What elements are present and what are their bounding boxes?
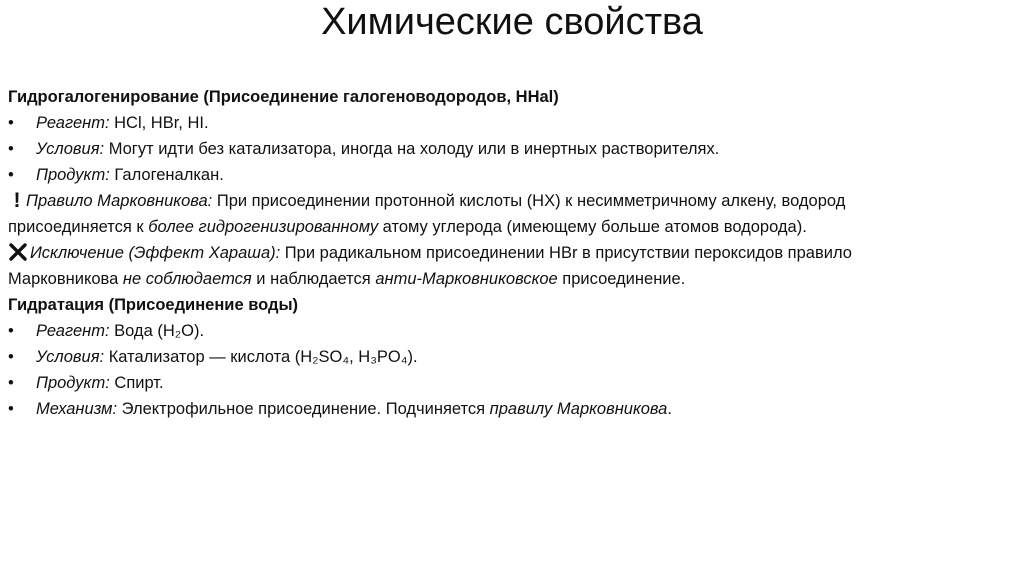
exception-text: Марковникова — [8, 270, 123, 288]
bullet-icon: • — [8, 140, 14, 158]
kharasch-exception — [8, 240, 1013, 292]
item-label: Продукт: — [36, 374, 110, 392]
bullet-icon: • — [8, 166, 14, 184]
list-item-product — [8, 370, 1013, 396]
slide-content — [8, 84, 1013, 422]
exception-text: При радикальном присоединении HBr в присутствии пероксидов правило — [280, 244, 852, 262]
list-item-conditions — [8, 136, 1013, 162]
item-text: . — [667, 400, 672, 418]
bullet-icon: • — [8, 400, 14, 418]
list-item-conditions — [8, 344, 1013, 370]
item-label: Реагент: — [36, 322, 110, 340]
section-heading-hydration: Гидратация (Присоединение воды) — [8, 296, 299, 314]
hydrohalogenation-list — [8, 110, 1013, 188]
bullet-icon: • — [8, 374, 14, 392]
exclamation-icon: ! — [13, 189, 21, 212]
rule-text: присоединяется к — [8, 218, 149, 236]
item-label: Механизм: — [36, 400, 118, 418]
exception-label: Исключение (Эффект Хараша): — [30, 244, 281, 262]
item-text: Галогеналкан. — [109, 166, 224, 184]
section-heading-hydrohalogenation: Гидрогалогенирование (Присоединение галогеноводородов, HHal) — [8, 88, 559, 106]
rule-emphasis: более гидрогенизированному — [148, 218, 379, 236]
item-label: Продукт: — [36, 166, 110, 184]
item-emphasis: правилу Марковникова — [489, 400, 668, 418]
item-text: Электрофильное присоединение. Подчиняется — [117, 400, 490, 418]
exception-text: и наблюдается — [251, 270, 376, 288]
rule-text: При присоединении протонной кислоты (HX) к несимметричному алкену, водород — [212, 192, 846, 210]
markovnikov-rule — [8, 188, 1013, 240]
item-label: Реагент: — [36, 114, 110, 132]
item-label: Условия: — [36, 140, 105, 158]
item-text: Могут идти без катализатора, иногда на холоду или в инертных растворителях. — [104, 140, 720, 158]
hydration-list — [8, 318, 1013, 422]
rule-label: Правило Марковникова: — [26, 192, 213, 210]
list-item-product — [8, 162, 1013, 188]
item-label: Условия: — [36, 348, 105, 366]
exception-line-2 — [8, 266, 1013, 292]
exception-emphasis: не соблюдается — [122, 270, 252, 288]
bullet-icon: • — [8, 348, 14, 366]
exception-emphasis: анти-Марковниковское — [375, 270, 558, 288]
bullet-icon: • — [8, 322, 14, 340]
rule-text: атому углерода (имеющему больше атомов водорода). — [378, 218, 807, 236]
exception-text: присоединение. — [557, 270, 686, 288]
item-text: HCl, HBr, HI. — [109, 114, 209, 132]
item-text: Вода (H₂O). — [109, 322, 205, 340]
cross-icon — [8, 243, 28, 261]
list-item-reagent — [8, 110, 1013, 136]
exception-line-1 — [8, 240, 1013, 266]
page-title: Химические свойства — [321, 1, 703, 43]
list-item-mechanism — [8, 396, 1013, 422]
list-item-reagent — [8, 318, 1013, 344]
rule-line-1 — [8, 188, 1013, 214]
bullet-icon: • — [8, 114, 14, 132]
item-text: Катализатор — кислота (H₂SO₄, H₃PO₄). — [104, 348, 418, 366]
rule-line-2 — [8, 214, 1013, 240]
item-text: Спирт. — [109, 374, 164, 392]
